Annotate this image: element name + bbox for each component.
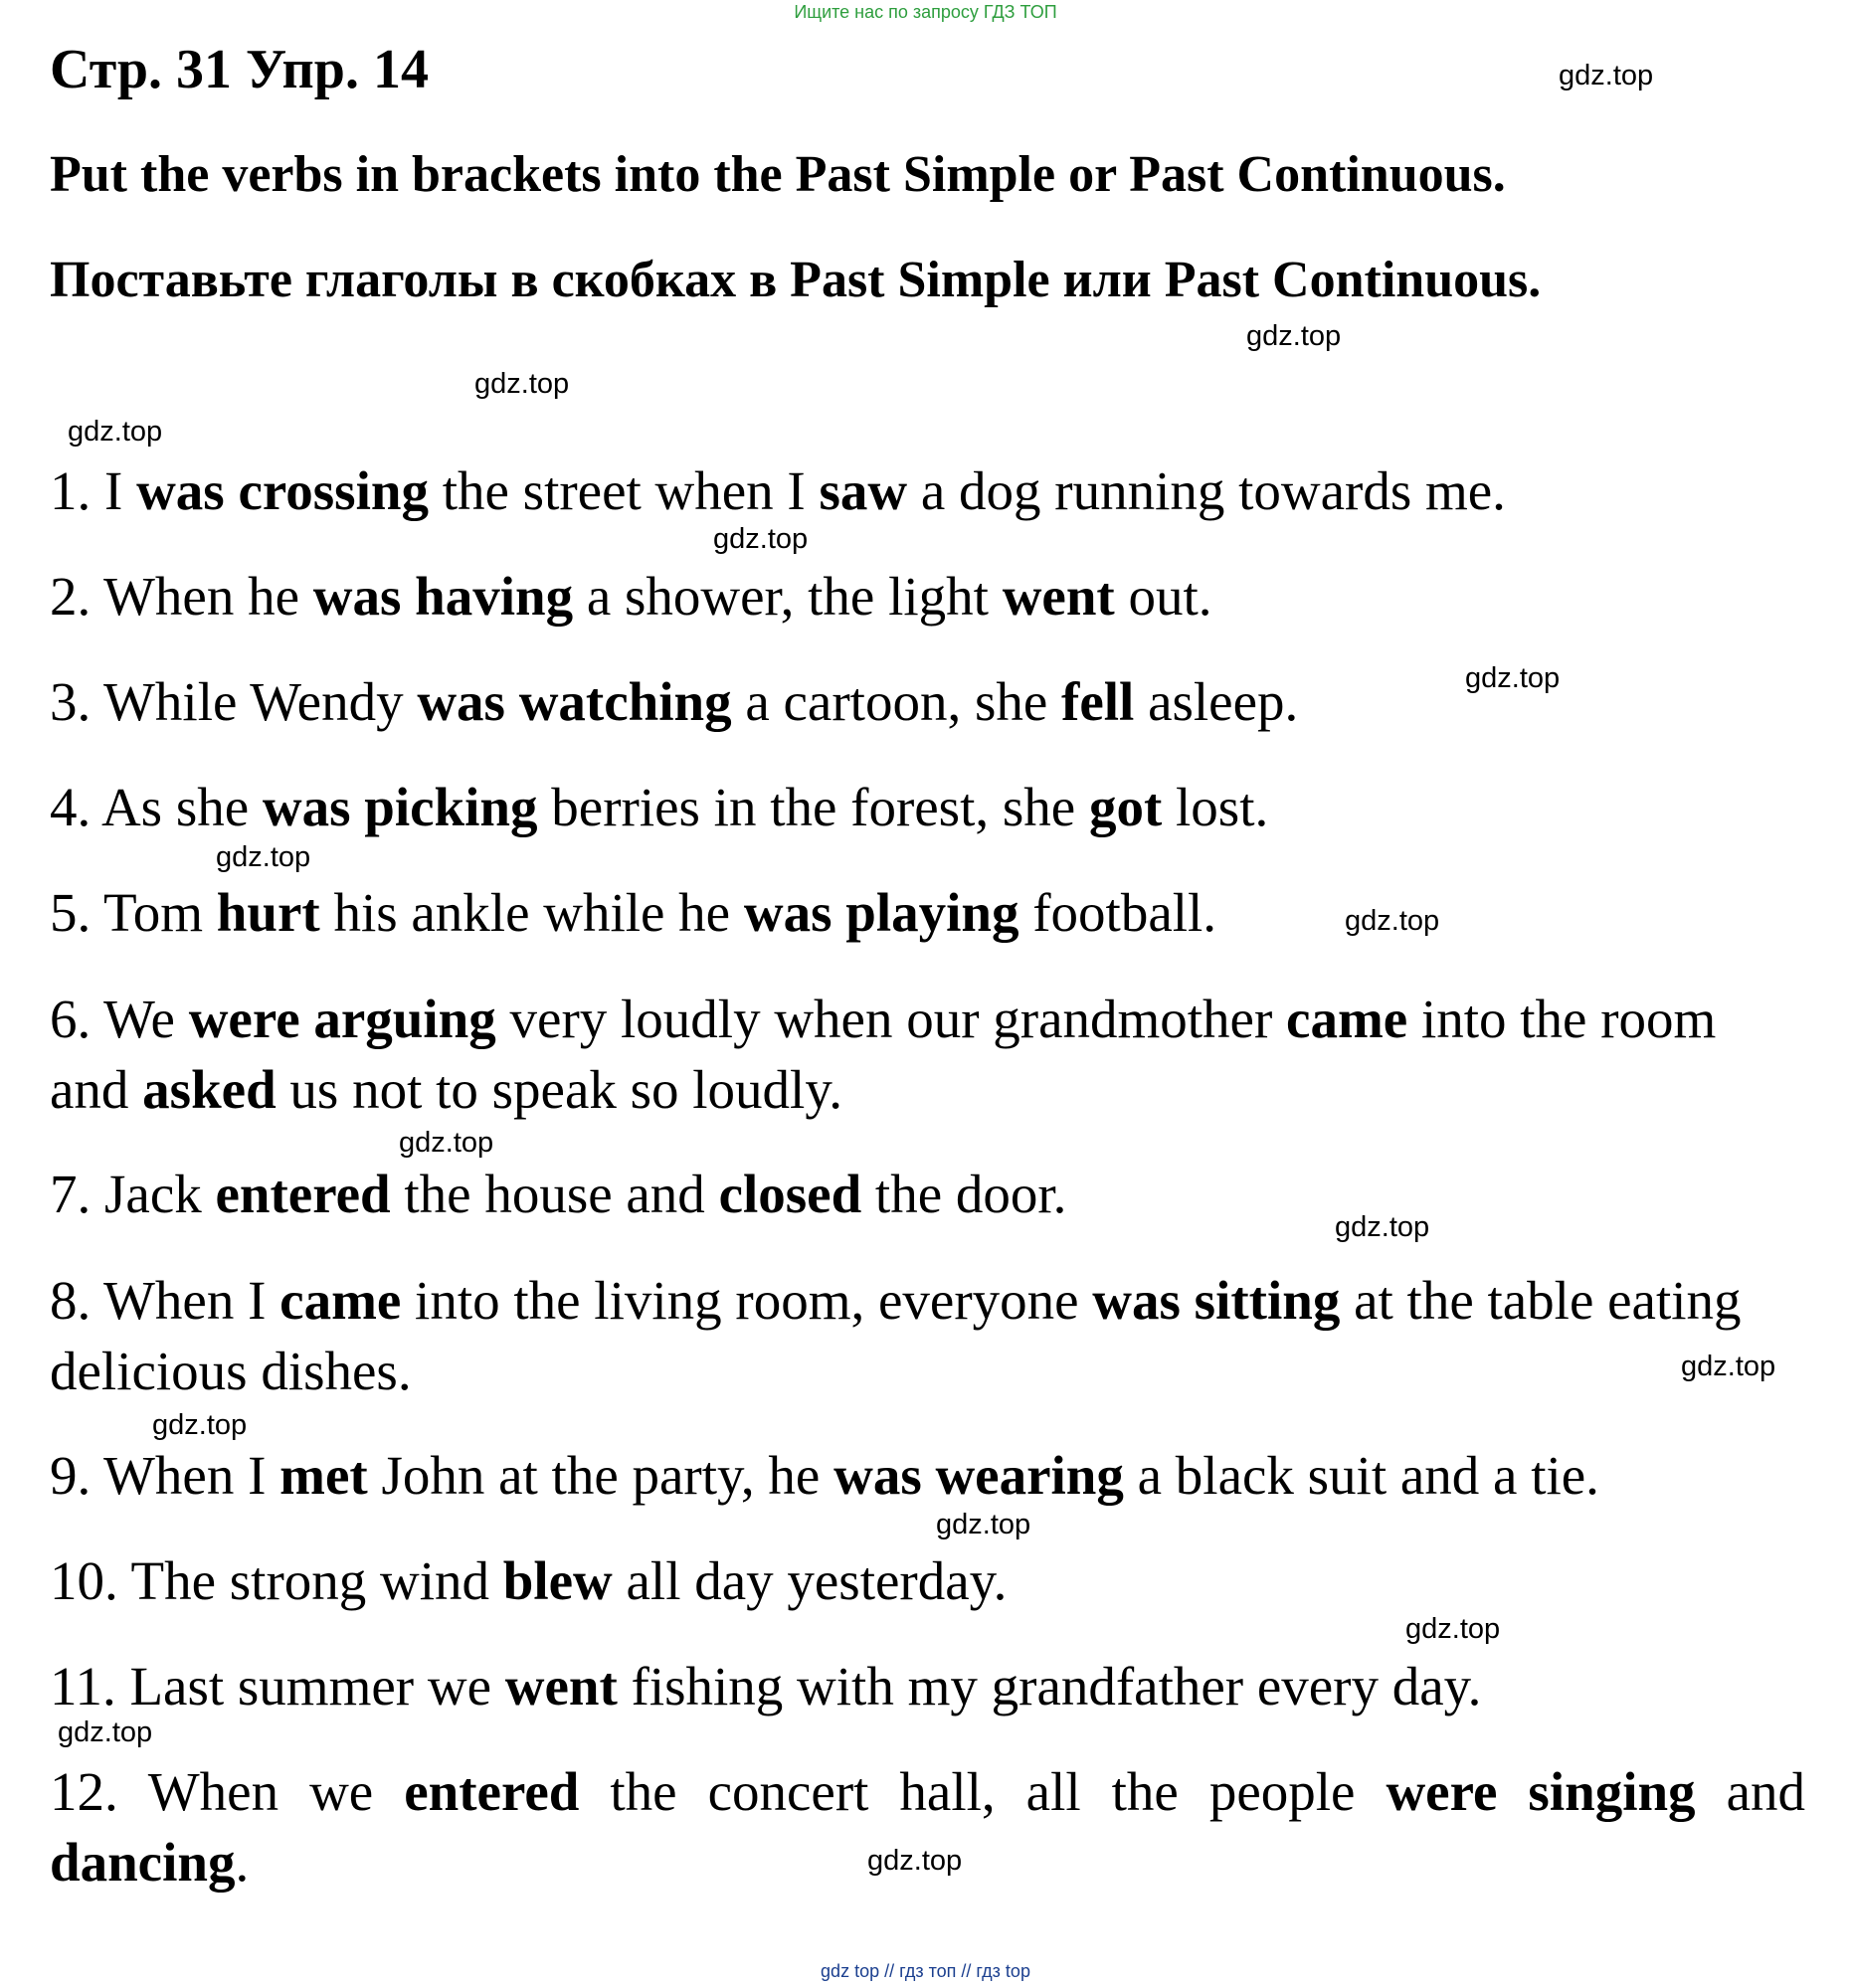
sentence-text: a black suit and a tie.	[1123, 1445, 1599, 1506]
answer-verb: were singing	[1386, 1761, 1696, 1822]
sentence-text: 11. Last summer we	[50, 1656, 505, 1717]
sentence-text: and	[1695, 1761, 1805, 1822]
answer-verb: was having	[312, 566, 574, 627]
sentence-text: very loudly when our grandmother	[495, 989, 1287, 1049]
answer-verb: fell	[1061, 671, 1135, 732]
sentence-text: us not to speak so loudly.	[276, 1059, 843, 1120]
answer-verb: closed	[718, 1164, 862, 1224]
watermark: gdz.top	[713, 523, 809, 555]
watermark: gdz.top	[474, 368, 570, 400]
answer-verb: dancing	[50, 1832, 236, 1893]
sentence-text: 3. While Wendy	[50, 671, 418, 732]
answer-verb: got	[1088, 777, 1163, 837]
watermark: gdz.top	[399, 1127, 494, 1159]
watermark: gdz.top	[58, 1717, 153, 1748]
sentence-text: 2. When he	[50, 566, 313, 627]
sentence-text: fishing with my grandfather every day.	[617, 1656, 1482, 1717]
watermark: gdz.top	[1345, 905, 1440, 937]
sentence-text: a shower, the light	[573, 566, 1003, 627]
sentence-5	[50, 877, 1805, 948]
watermark: gdz.top	[1335, 1211, 1430, 1243]
sentence-text: 9. When I	[50, 1445, 280, 1506]
sentence-11	[50, 1651, 1805, 1721]
sentence-text: into the room and	[50, 989, 1717, 1120]
answer-verb: was crossing	[136, 460, 429, 521]
watermark: gdz.top	[216, 841, 311, 873]
watermark: gdz.top	[936, 1509, 1031, 1540]
answer-verb: went	[504, 1656, 618, 1717]
sentence-text: football.	[1018, 882, 1217, 943]
watermark: gdz.top	[1405, 1613, 1501, 1645]
answer-verb: entered	[404, 1761, 580, 1822]
sentence-text: his ankle while he	[319, 882, 744, 943]
answer-verb: came	[279, 1270, 402, 1331]
answer-verb: entered	[215, 1164, 391, 1224]
answer-verb: were arguing	[188, 989, 496, 1049]
watermark: gdz.top	[1246, 320, 1342, 352]
sentence-text: berries in the forest, she	[537, 777, 1089, 837]
sentence-text: 8. When I	[50, 1270, 280, 1331]
sentence-6	[50, 984, 1805, 1125]
sentence-text: 12. When we	[50, 1761, 405, 1822]
sentence-text: at the table eating delicious dishes.	[50, 1270, 1742, 1401]
sentence-text: 7. Jack	[50, 1164, 216, 1224]
answer-verb: went	[1002, 566, 1115, 627]
sentence-text: out.	[1114, 566, 1212, 627]
sentence-text: the concert hall, all the people	[579, 1761, 1387, 1822]
watermark: gdz.top	[1559, 60, 1654, 91]
answer-verb: was watching	[417, 671, 732, 732]
sentence-10	[50, 1545, 1805, 1616]
sentence-2	[50, 561, 1805, 632]
page-title: Стр. 31 Упр. 14	[50, 39, 429, 100]
top-search-banner: Ищите нас по запросу ГДЗ ТОП	[794, 2, 1057, 22]
task-instruction-en: Put the verbs in brackets into the Past Simple or Past Continuous.	[50, 146, 1506, 203]
sentence-text: John at the party, he	[367, 1445, 834, 1506]
answer-verb: blew	[502, 1550, 613, 1611]
answer-verb: met	[279, 1445, 368, 1506]
watermark: gdz.top	[867, 1845, 963, 1877]
sentence-text: 1. I	[50, 460, 137, 521]
watermark: gdz.top	[152, 1409, 248, 1441]
watermark: gdz.top	[1681, 1351, 1776, 1382]
task-instruction-ru: Поставьте глаголы в скобках в Past Simple или Past Continuous.	[50, 252, 1542, 308]
sentence-text: asleep.	[1134, 671, 1299, 732]
sentence-text: the door.	[861, 1164, 1067, 1224]
sentence-text: a cartoon, she	[731, 671, 1062, 732]
sentence-8	[50, 1265, 1805, 1406]
sentence-9	[50, 1440, 1805, 1511]
sentence-1	[50, 455, 1805, 526]
answer-verb: was playing	[743, 882, 1019, 943]
sentence-text: 4. As she	[50, 777, 263, 837]
sentence-text: the street when I	[428, 460, 820, 521]
answer-verb: was sitting	[1092, 1270, 1341, 1331]
sentence-text: .	[235, 1832, 250, 1893]
sentence-text: lost.	[1162, 777, 1269, 837]
watermark: gdz.top	[1465, 662, 1561, 694]
sentence-text: all day yesterday.	[612, 1550, 1008, 1611]
answer-verb: hurt	[216, 882, 320, 943]
answer-verb: came	[1286, 989, 1408, 1049]
watermark: gdz.top	[68, 416, 163, 448]
answer-verb: asked	[142, 1059, 277, 1120]
sentence-4	[50, 772, 1805, 842]
footer-links: gdz top // гдз топ // гдз top	[821, 1961, 1030, 1981]
answer-verb: was picking	[262, 777, 538, 837]
answer-verb: saw	[819, 460, 908, 521]
sentence-text: the house and	[390, 1164, 719, 1224]
sentence-7	[50, 1159, 1805, 1229]
sentence-text: 6. We	[50, 989, 189, 1049]
sentence-text: 10. The strong wind	[50, 1550, 503, 1611]
answer-verb: was wearing	[833, 1445, 1124, 1506]
sentence-text: 5. Tom	[50, 882, 217, 943]
sentence-text: a dog running towards me.	[907, 460, 1506, 521]
sentence-text: into the living room, everyone	[401, 1270, 1093, 1331]
